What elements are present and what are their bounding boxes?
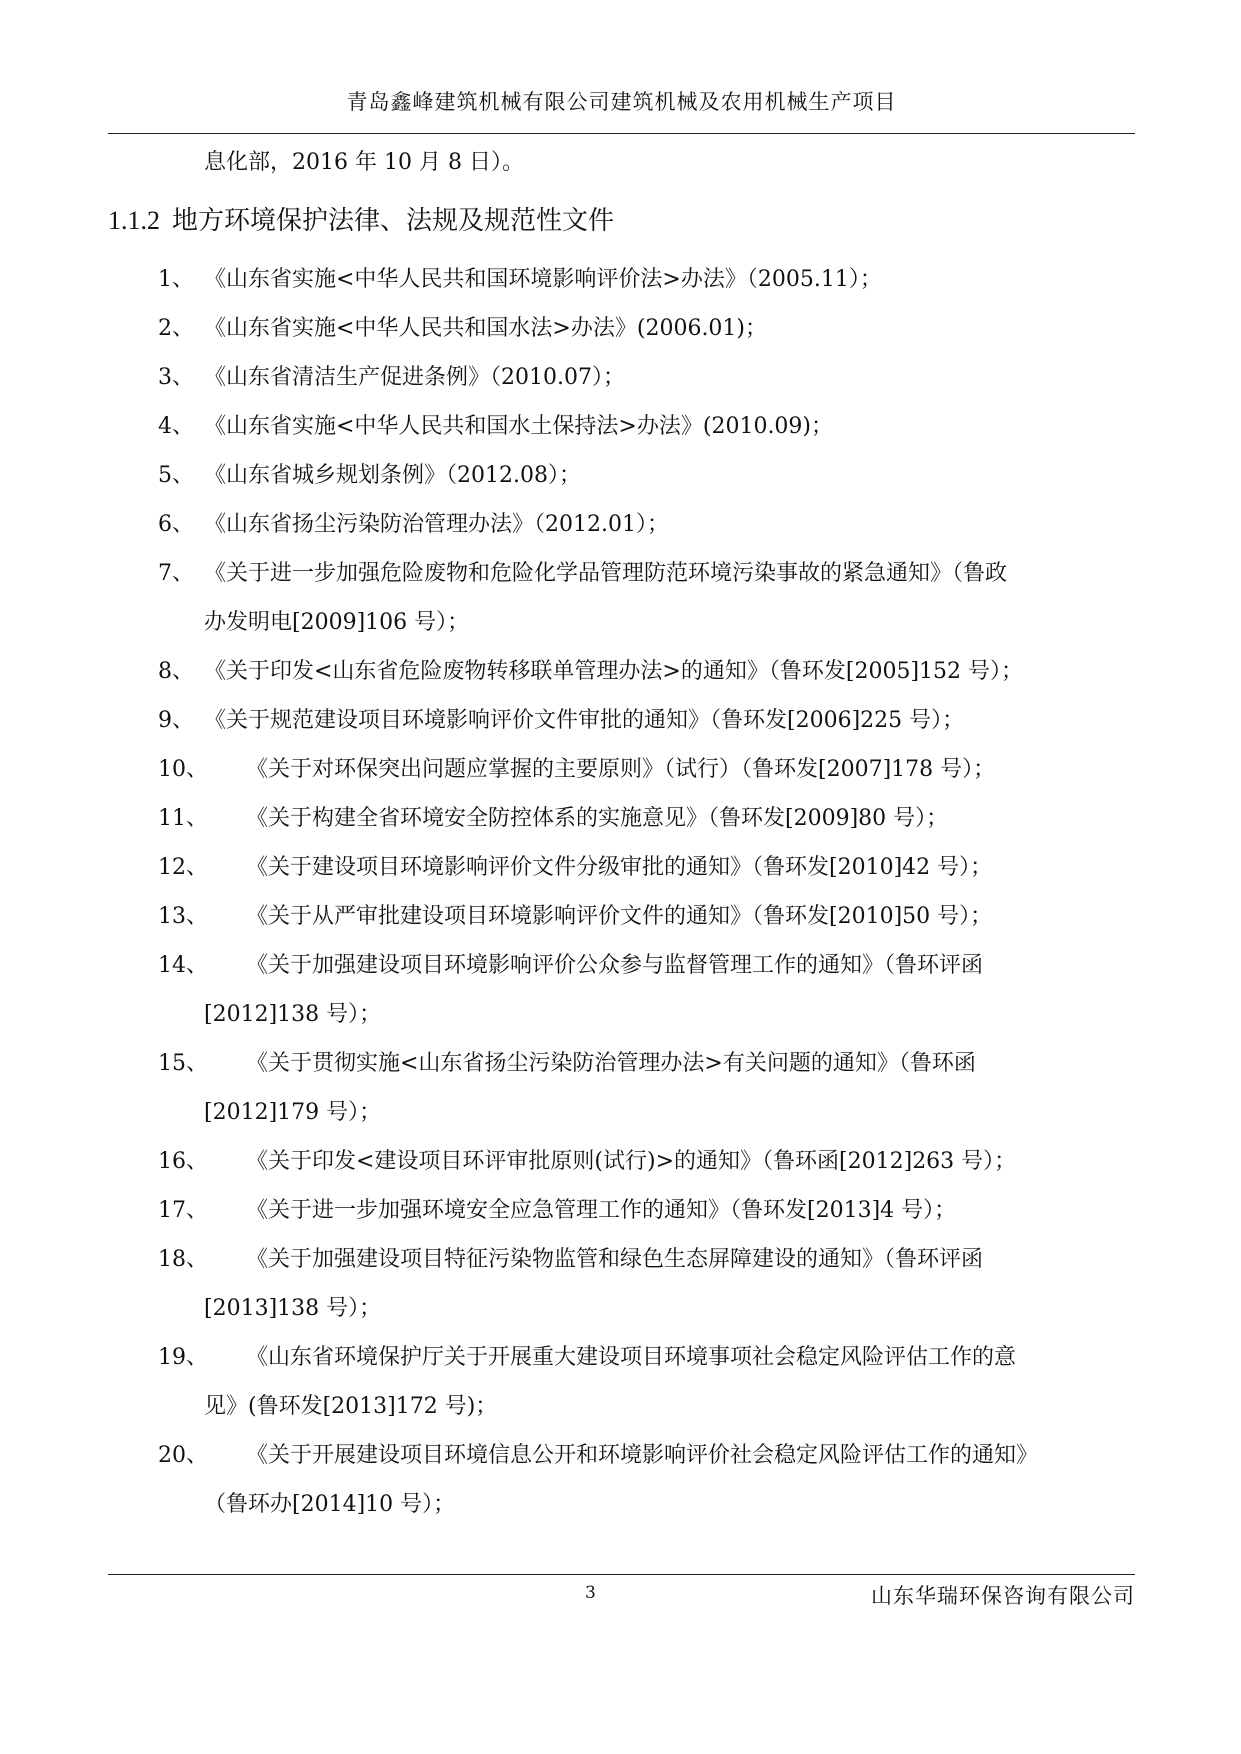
list-item-number: 8、	[158, 659, 194, 684]
list-item-line	[108, 696, 1135, 745]
list-item-text: 《山东省扬尘污染防治管理办法》（2012.01）；	[204, 512, 669, 537]
list-item	[108, 696, 1135, 745]
list-item-continuation: 见》(鲁环发[2013]172 号)；	[204, 1394, 498, 1419]
list-item-text: 《山东省实施<中华人民共和国水土保持法>办法》(2010.09)；	[204, 414, 834, 439]
list-item-number: 6、	[158, 512, 194, 537]
list-item-line	[108, 647, 1135, 696]
list-item-line	[108, 451, 1135, 500]
list-item-line	[108, 892, 1135, 941]
list-item-number: 10、	[158, 757, 208, 782]
header-divider	[108, 133, 1135, 134]
list-item-number: 17、	[158, 1198, 208, 1223]
footer-company: 山东华瑞环保咨询有限公司	[871, 1584, 1135, 1608]
intro-line: 息化部，2016 年 10 月 8 日）。	[204, 150, 524, 175]
list-item	[108, 1235, 1135, 1333]
list-item	[108, 647, 1135, 696]
list-item-text: 《关于构建全省环境安全防控体系的实施意见》（鲁环发[2009]80 号）；	[246, 806, 949, 831]
list-item-number: 14、	[158, 953, 208, 978]
list-item-line	[108, 304, 1135, 353]
list-item-text: 《关于建设项目环境影响评价文件分级审批的通知》（鲁环发[2010]42 号）；	[246, 855, 993, 880]
list-item-text: 《关于加强建设项目特征污染物监管和绿色生态屏障建设的通知》（鲁环评函	[246, 1247, 984, 1272]
list-item	[108, 500, 1135, 549]
list-item-text: 《山东省实施<中华人民共和国水法>办法》(2006.01)；	[204, 316, 768, 341]
list-item-number: 2、	[158, 316, 194, 341]
list-item	[108, 549, 1135, 647]
list-item-text: 《关于规范建设项目环境影响评价文件审批的通知》（鲁环发[2006]225 号）；	[204, 708, 965, 733]
list-item-text: 《关于对环保突出问题应掌握的主要原则》（试行）（鲁环发[2007]178 号）；	[246, 757, 996, 782]
list-item-line	[108, 1431, 1135, 1480]
list-item-line	[108, 941, 1135, 990]
list-item-continuation: 办发明电[2009]106 号）；	[204, 610, 470, 635]
list-item-text: 《山东省清洁生产促进条例》（2010.07）；	[204, 365, 625, 390]
list-item-number: 9、	[158, 708, 194, 733]
list-item	[108, 255, 1135, 304]
list-item-line	[108, 843, 1135, 892]
list-item-line	[108, 1186, 1135, 1235]
list-item-text: 《山东省城乡规划条例》（2012.08）；	[204, 463, 581, 488]
list-item-line	[108, 1333, 1135, 1382]
list-item	[108, 1431, 1135, 1529]
list-item-number: 12、	[158, 855, 208, 880]
list-item-number: 5、	[158, 463, 194, 488]
footer-divider	[108, 1574, 1135, 1575]
list-item	[108, 304, 1135, 353]
list-item-text: 《关于从严审批建设项目环境影响评价文件的通知》（鲁环发[2010]50 号）；	[246, 904, 993, 929]
list-item-text: 《关于开展建设项目环境信息公开和环境影响评价社会稳定风险评估工作的通知》	[246, 1443, 1039, 1468]
list-item	[108, 892, 1135, 941]
list-item-text: 《关于印发<建设项目环评审批原则(试行)>的通知》（鲁环函[2012]263 号）；	[246, 1149, 1017, 1174]
list-item-text: 《关于进一步加强环境安全应急管理工作的通知》（鲁环发[2013]4 号）；	[246, 1198, 957, 1223]
list-item-number: 3、	[158, 365, 194, 390]
list-item-number: 20、	[158, 1443, 208, 1468]
section-number: 1.1.2	[108, 206, 160, 235]
list-item-line	[108, 1137, 1135, 1186]
list-item-line	[108, 549, 1135, 598]
list-item	[108, 1137, 1135, 1186]
page-number: 3	[585, 1583, 596, 1603]
list-item-text: 《关于加强建设项目环境影响评价公众参与监督管理工作的通知》（鲁环评函	[246, 953, 984, 978]
page-header-title: 青岛鑫峰建筑机械有限公司建筑机械及农用机械生产项目	[346, 90, 897, 114]
list-item-number: 11、	[158, 806, 208, 831]
list-item-line	[108, 353, 1135, 402]
list-item	[108, 451, 1135, 500]
list-item-line	[108, 745, 1135, 794]
list-item-number: 15、	[158, 1051, 208, 1076]
regulation-list	[108, 255, 1135, 1529]
list-item	[108, 353, 1135, 402]
list-item-text: 《关于进一步加强危险废物和危险化学品管理防范环境污染事故的紧急通知》（鲁政	[204, 561, 1008, 586]
list-item-continuation: [2013]138 号）；	[204, 1296, 382, 1321]
list-item-number: 13、	[158, 904, 208, 929]
list-item-line	[108, 794, 1135, 843]
list-item	[108, 402, 1135, 451]
list-item-number: 4、	[158, 414, 194, 439]
list-item-number: 16、	[158, 1149, 208, 1174]
list-item-line	[108, 1039, 1135, 1088]
list-item-line	[108, 500, 1135, 549]
list-item-text: 《山东省实施<中华人民共和国环境影响评价法>办法》（2005.11）；	[204, 267, 882, 292]
list-item-number: 19、	[158, 1345, 208, 1370]
list-item-text: 《山东省环境保护厅关于开展重大建设项目环境事项社会稳定风险评估工作的意	[246, 1345, 1017, 1370]
list-item-line	[108, 1235, 1135, 1284]
section-title: 地方环境保护法律、法规及规范性文件	[172, 206, 615, 236]
document-body	[108, 138, 1135, 1529]
list-item	[108, 745, 1135, 794]
list-item	[108, 843, 1135, 892]
list-item-number: 1、	[158, 267, 194, 292]
list-item-line	[108, 255, 1135, 304]
list-item	[108, 1186, 1135, 1235]
list-item-text: 《关于印发<山东省危险废物转移联单管理办法>的通知》（鲁环发[2005]152 号）；	[204, 659, 1024, 684]
list-item-continuation: [2012]138 号）；	[204, 1002, 382, 1027]
section-heading	[108, 201, 1135, 241]
list-item	[108, 1039, 1135, 1137]
list-item-number: 18、	[158, 1247, 208, 1272]
list-item-continuation: [2012]179 号）；	[204, 1100, 382, 1125]
list-item	[108, 941, 1135, 1039]
list-item	[108, 1333, 1135, 1431]
list-item-line	[108, 402, 1135, 451]
list-item	[108, 794, 1135, 843]
list-item-number: 7、	[158, 561, 194, 586]
list-item-continuation: （鲁环办[2014]10 号）；	[204, 1492, 456, 1517]
list-item-text: 《关于贯彻实施<山东省扬尘污染防治管理办法>有关问题的通知》（鲁环函	[246, 1051, 976, 1076]
